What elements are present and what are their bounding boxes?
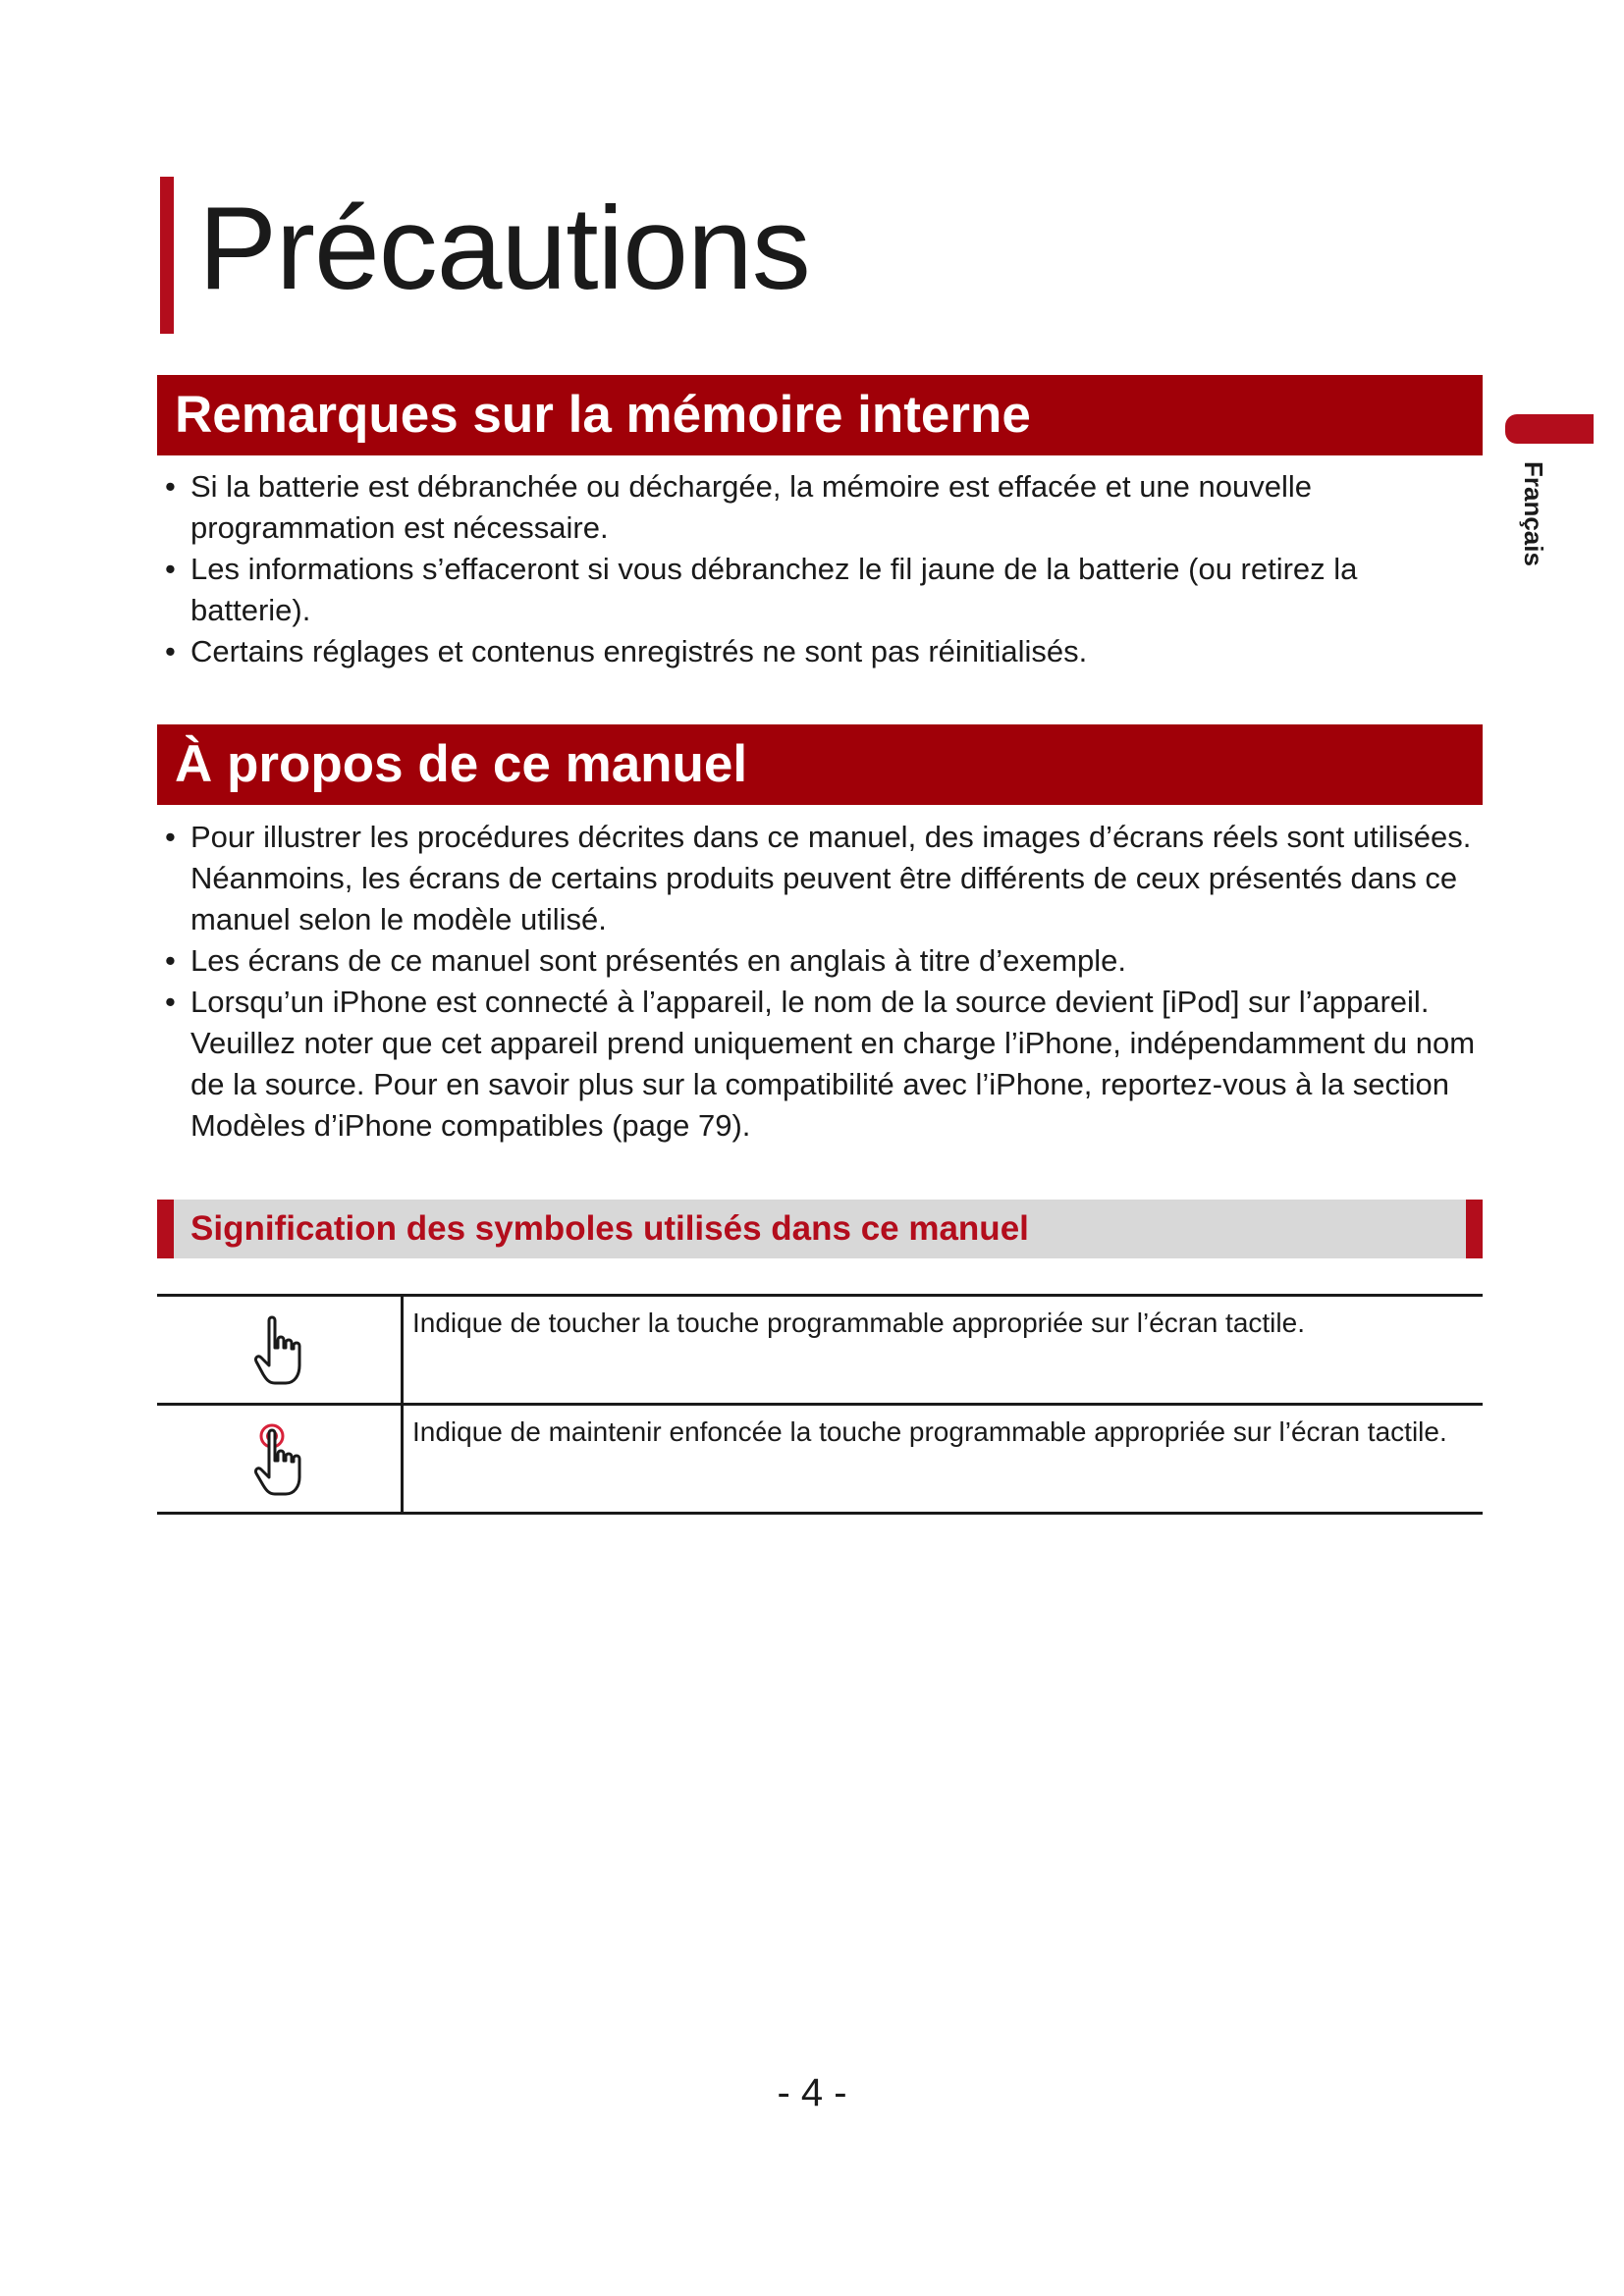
symbol-description: Indique de maintenir enfoncée la touche programmable appropriée sur l’écran tactile. [412, 1416, 1447, 1447]
bullet-icon: • [165, 469, 176, 504]
subheading-left-bar [157, 1200, 174, 1258]
page-title: Précautions [198, 183, 810, 314]
language-tab-label: Français [1519, 461, 1548, 566]
list-item: • Pour illustrer les procédures décrites dans ce manuel, des images d’écrans réels sont utilisées. Néanmoins, les écrans de certains produits peuvent être différents de ceux présentés dans ce manuel selon le modèle utilisé. [157, 817, 1483, 940]
bullet-icon: • [165, 820, 176, 854]
manual-notes-list [157, 817, 1483, 1147]
list-item: • Si la batterie est débranchée ou déchargée, la mémoire est effacée et une nouvelle programmation est nécessaire. [157, 466, 1483, 549]
bullet-icon: • [165, 943, 176, 978]
list-item: • Les écrans de ce manuel sont présentés en anglais à titre d’exemple. [157, 940, 1483, 982]
bullet-icon: • [165, 634, 176, 668]
page-number: - 4 - [777, 2071, 847, 2114]
touch-and-hold-icon [253, 1423, 308, 1498]
bullet-icon: • [165, 985, 176, 1019]
list-item: • Lorsqu’un iPhone est connecté à l’appareil, le nom de la source devient [iPod] sur l’appareil. Veuillez noter que cet appareil prend uniquement en charge l’iPhone, indépendamment du nom de la source. Pour en savoir plus sur la compatibilité avec l’iPhone, reportez-vous à la section Modèles d’iPhone compatibles (page 79). [157, 982, 1483, 1147]
section-heading-memory: Remarques sur la mémoire interne [157, 375, 1483, 455]
symbol-cell [157, 1405, 403, 1514]
symbols-subheading [157, 1200, 1483, 1258]
title-accent-bar [160, 177, 174, 334]
symbol-cell [157, 1296, 403, 1405]
bullet-icon: • [165, 552, 176, 586]
touch-icon [253, 1314, 308, 1389]
symbols-table [157, 1294, 1483, 1515]
table-row [157, 1405, 1483, 1514]
list-item: • Les informations s’effaceront si vous débranchez le fil jaune de la batterie (ou retirez la batterie). [157, 549, 1483, 631]
language-tab-marker [1505, 414, 1594, 444]
symbol-description: Indique de toucher la touche programmable appropriée sur l’écran tactile. [412, 1308, 1305, 1338]
symbols-subheading-text: Signification des symboles utilisés dans ce manuel [190, 1209, 1029, 1248]
table-row [157, 1296, 1483, 1405]
subheading-right-bar [1466, 1200, 1483, 1258]
memory-notes-list [157, 466, 1483, 672]
list-item: • Certains réglages et contenus enregistrés ne sont pas réinitialisés. [157, 631, 1483, 672]
section-heading-manual: À propos de ce manuel [157, 724, 1483, 805]
